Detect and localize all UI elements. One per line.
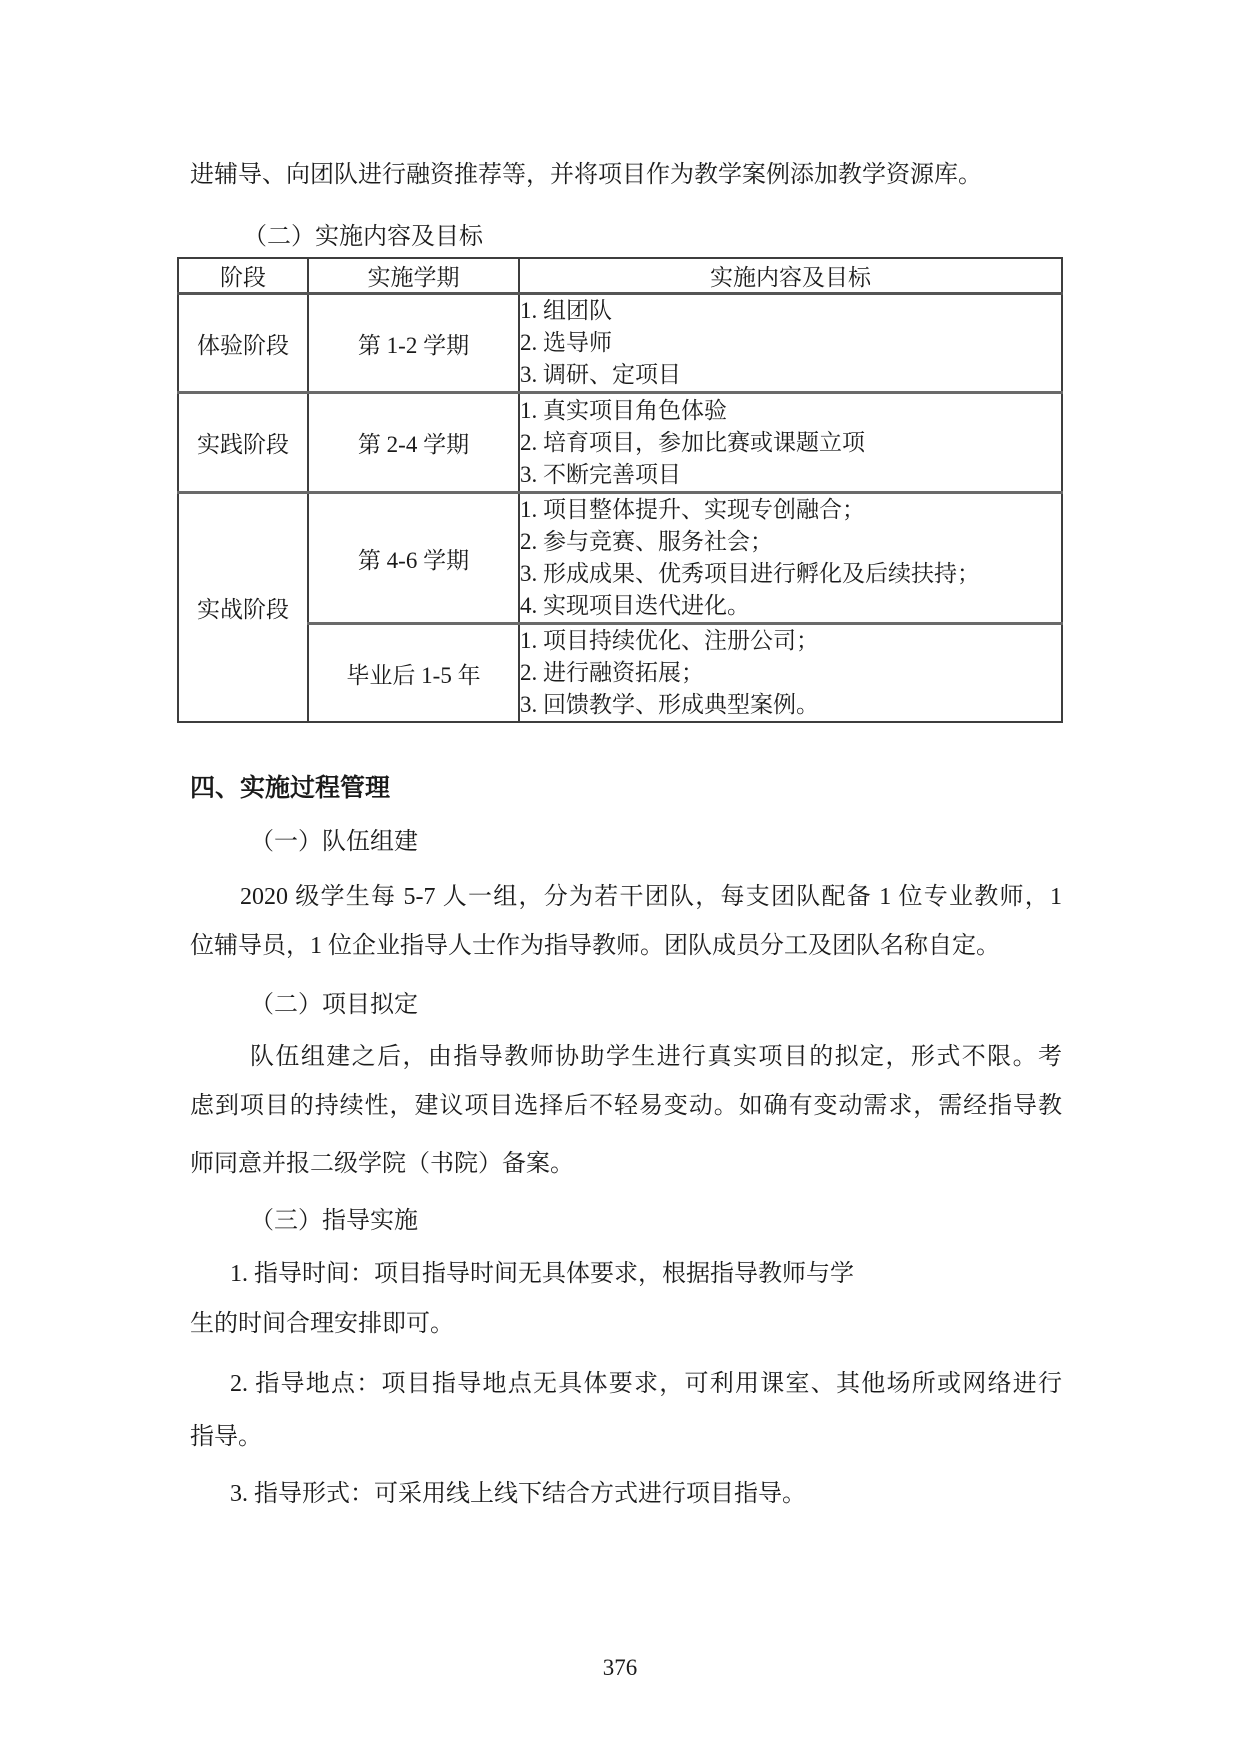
content-item: 1. 项目持续优化、注册公司； xyxy=(520,628,819,653)
intro-paragraph-line: 进辅导、向团队进行融资推荐等，并将项目作为教学案例添加教学资源库。 xyxy=(190,162,982,188)
page-number: 376 xyxy=(602,1655,638,1680)
content-cell xyxy=(519,294,1062,393)
content-cell xyxy=(519,393,1062,493)
content-item: 3. 调研、定项目 xyxy=(520,362,681,387)
table-row-combat-a xyxy=(178,493,1062,624)
sub2-paragraph-line3: 师同意并报二级学院（书院）备案。 xyxy=(190,1151,574,1177)
content-item: 1. 项目整体提升、实现专创融合； xyxy=(520,497,865,522)
content-item: 3. 形成成果、优秀项目进行孵化及后续扶持； xyxy=(520,561,980,586)
table-row-combat-b xyxy=(178,624,1062,723)
header-cell-semester: 实施学期 xyxy=(308,258,519,294)
semester-cell: 第 1-2 学期 xyxy=(308,294,519,393)
semester-cell: 第 4-6 学期 xyxy=(308,493,519,624)
header-cell-stage: 阶段 xyxy=(178,258,308,294)
content-item: 1. 组团队 xyxy=(520,298,612,323)
sub3-item2-line2: 指导。 xyxy=(190,1424,262,1450)
sub1-paragraph-line1: 2020 级学生每 5-7 人一组，分为若干团队，每支团队配备 1 位专业教师，1 xyxy=(240,884,1062,910)
stage-table xyxy=(177,257,1063,723)
content-item: 2. 进行融资拓展； xyxy=(520,660,704,685)
content-cell xyxy=(519,493,1062,624)
sub1-paragraph-line2: 位辅导员，1 位企业指导人士作为指导教师。团队成员分工及团队名称自定。 xyxy=(190,933,1000,959)
sub2-paragraph-line2: 虑到项目的持续性，建议项目选择后不轻易变动。如确有变动需求，需经指导教 xyxy=(190,1093,1062,1119)
stage-cell-combat: 实战阶段 xyxy=(178,493,308,723)
sub1-heading: （一）队伍组建 xyxy=(250,829,418,855)
table-section-heading: （二）实施内容及目标 xyxy=(243,224,483,250)
content-item: 3. 不断完善项目 xyxy=(520,461,681,487)
stage-table-wrapper xyxy=(177,257,1063,723)
section4-heading: 四、实施过程管理 xyxy=(190,775,391,802)
content-item: 2. 参与竞赛、服务社会； xyxy=(520,529,773,554)
content-item: 3. 回馈教学、形成典型案例。 xyxy=(520,692,819,717)
sub2-paragraph-line1: 队伍组建之后，由指导教师协助学生进行真实项目的拟定，形式不限。考 xyxy=(250,1044,1062,1070)
content-item: 2. 培育项目，参加比赛或课题立项 xyxy=(520,429,865,455)
table-row-experience xyxy=(178,294,1062,393)
table-row-practice xyxy=(178,393,1062,493)
sub2-heading: （二）项目拟定 xyxy=(250,992,418,1018)
header-cell-content: 实施内容及目标 xyxy=(519,258,1062,294)
sub3-item3-line1: 3. 指导形式：可采用线上线下结合方式进行项目指导。 xyxy=(230,1481,806,1507)
content-item: 1. 真实项目角色体验 xyxy=(520,397,727,423)
content-item: 4. 实现项目迭代进化。 xyxy=(520,593,750,618)
semester-cell: 毕业后 1-5 年 xyxy=(308,624,519,723)
sub3-heading: （三）指导实施 xyxy=(250,1208,418,1234)
content-item: 2. 选导师 xyxy=(520,330,612,355)
stage-cell: 实践阶段 xyxy=(178,393,308,493)
sub3-item1-line2: 生的时间合理安排即可。 xyxy=(190,1311,454,1337)
content-cell xyxy=(519,624,1062,723)
table-header-row xyxy=(178,258,1062,294)
sub3-item1-line1: 1. 指导时间：项目指导时间无具体要求，根据指导教师与学 xyxy=(230,1261,854,1287)
sub3-item2-line1: 2. 指导地点：项目指导地点无具体要求，可利用课室、其他场所或网络进行 xyxy=(230,1371,1062,1397)
semester-cell: 第 2-4 学期 xyxy=(308,393,519,493)
stage-cell: 体验阶段 xyxy=(178,294,308,393)
